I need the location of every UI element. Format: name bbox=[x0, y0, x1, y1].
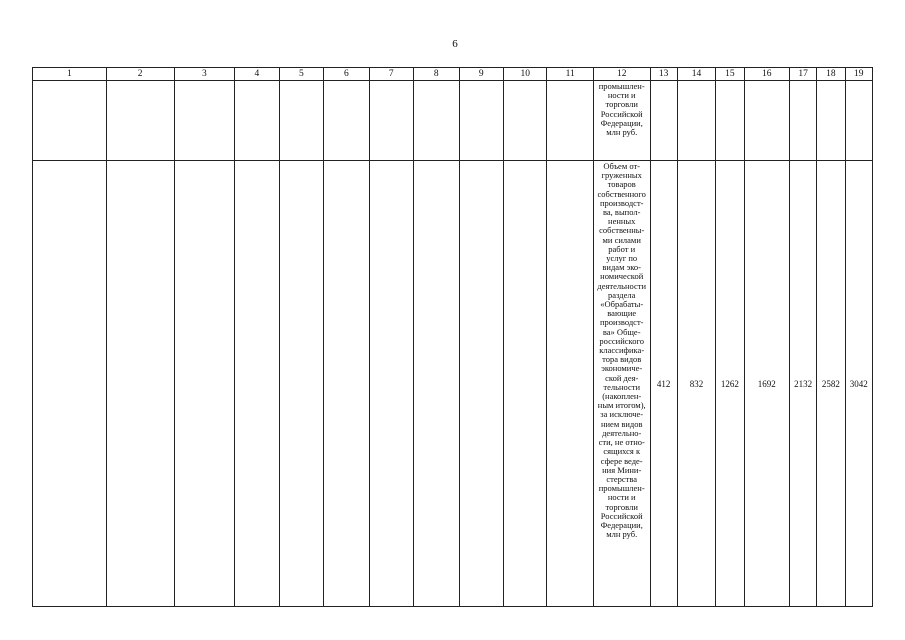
text-line: (накоплен- bbox=[602, 391, 642, 402]
text-line: ва, выпол- bbox=[603, 207, 641, 218]
column-header-7: 7 bbox=[369, 68, 413, 81]
table-cell bbox=[547, 81, 593, 161]
text-line: промышлен- bbox=[598, 81, 645, 91]
text-line: сти, не отно- bbox=[598, 437, 645, 448]
text-line: услуг по bbox=[606, 253, 638, 264]
value-cell-17: 2132 bbox=[789, 161, 816, 607]
text-line: ненных bbox=[608, 216, 636, 227]
text-line: ным итогом), bbox=[597, 400, 646, 411]
text-line: ности и bbox=[607, 492, 636, 503]
text-line: товаров bbox=[607, 179, 636, 190]
table-cell bbox=[716, 81, 744, 161]
table-cell bbox=[33, 81, 107, 161]
text-line: номической bbox=[600, 271, 644, 282]
table-cell bbox=[459, 81, 503, 161]
column-header-16: 16 bbox=[744, 68, 789, 81]
column-header-2: 2 bbox=[106, 68, 174, 81]
text-line: российского bbox=[599, 335, 645, 346]
text-line: раздела bbox=[608, 289, 636, 300]
text-line: ности и bbox=[607, 90, 636, 101]
table-cell bbox=[174, 161, 235, 607]
column-header-15: 15 bbox=[716, 68, 744, 81]
header-row bbox=[33, 68, 873, 81]
value-cell-19: 3042 bbox=[845, 161, 872, 607]
value-cell-13: 412 bbox=[650, 161, 677, 607]
text-line: экономиче- bbox=[601, 363, 643, 374]
column-header-17: 17 bbox=[789, 68, 816, 81]
table-cell bbox=[106, 161, 174, 607]
text-line: Федерации, bbox=[600, 117, 643, 128]
column-header-11: 11 bbox=[547, 68, 593, 81]
text-line: Федерации, bbox=[600, 519, 643, 530]
page-number: 6 bbox=[452, 38, 458, 50]
table-cell bbox=[789, 81, 816, 161]
table-cell bbox=[235, 161, 279, 607]
text-line: работ и bbox=[608, 243, 636, 254]
text-line: классифика- bbox=[599, 345, 645, 356]
column-header-3: 3 bbox=[174, 68, 235, 81]
indicator-name-cell bbox=[593, 81, 650, 161]
column-header-14: 14 bbox=[677, 68, 715, 81]
table-cell bbox=[324, 81, 369, 161]
table-cell bbox=[503, 81, 546, 161]
text-line: стерства bbox=[606, 473, 638, 484]
text-line: торговли bbox=[605, 99, 638, 110]
table-cell bbox=[369, 161, 413, 607]
text-line: за исключе- bbox=[600, 409, 644, 420]
value-cell-16: 1692 bbox=[744, 161, 789, 607]
text-line: собственны- bbox=[599, 225, 645, 236]
value-cell-14: 832 bbox=[677, 161, 715, 607]
text-line: млн руб. bbox=[606, 529, 638, 540]
column-header-6: 6 bbox=[324, 68, 369, 81]
column-header-8: 8 bbox=[414, 68, 459, 81]
table-cell bbox=[279, 81, 323, 161]
table-cell bbox=[547, 161, 593, 607]
table-cell bbox=[174, 81, 235, 161]
table-cell bbox=[324, 161, 369, 607]
value-cell-18: 2582 bbox=[817, 161, 845, 607]
text-line: млн руб. bbox=[606, 127, 638, 138]
text-line: Российской bbox=[600, 510, 643, 521]
table-cell bbox=[744, 81, 789, 161]
text-line: собственного bbox=[597, 188, 646, 199]
table-cell bbox=[235, 81, 279, 161]
data-table bbox=[32, 67, 873, 607]
table-cell bbox=[459, 161, 503, 607]
text-line: груженных bbox=[601, 170, 642, 181]
table-row bbox=[33, 161, 873, 607]
text-line: ми силами bbox=[602, 234, 641, 245]
table-cell bbox=[845, 81, 872, 161]
table-row bbox=[33, 81, 873, 161]
table-cell bbox=[106, 81, 174, 161]
column-header-9: 9 bbox=[459, 68, 503, 81]
text-line: сящихся к bbox=[603, 446, 641, 457]
text-line: «Обрабаты- bbox=[600, 299, 644, 310]
text-line: вающие bbox=[607, 308, 637, 319]
text-line: торговли bbox=[605, 501, 638, 512]
indicator-name-cell bbox=[593, 161, 650, 607]
text-line: Российской bbox=[600, 108, 643, 119]
column-header-1: 1 bbox=[33, 68, 107, 81]
column-header-19: 19 bbox=[845, 68, 872, 81]
table-cell bbox=[817, 81, 845, 161]
text-line: промышлен- bbox=[598, 483, 645, 494]
column-header-18: 18 bbox=[817, 68, 845, 81]
text-line: нием видов bbox=[600, 418, 643, 429]
text-line: ния Мини- bbox=[602, 464, 642, 475]
column-header-4: 4 bbox=[235, 68, 279, 81]
column-header-10: 10 bbox=[503, 68, 546, 81]
table-cell bbox=[677, 81, 715, 161]
column-header-5: 5 bbox=[279, 68, 323, 81]
column-header-13: 13 bbox=[650, 68, 677, 81]
text-line: производст- bbox=[599, 317, 644, 328]
text-line: производст- bbox=[599, 197, 644, 208]
table-cell bbox=[414, 161, 459, 607]
table-cell bbox=[33, 161, 107, 607]
value-cell-15: 1262 bbox=[716, 161, 744, 607]
table-cell bbox=[414, 81, 459, 161]
text-line: видам эко- bbox=[602, 262, 642, 273]
table-cell bbox=[650, 81, 677, 161]
text-line: ской дея- bbox=[605, 372, 639, 383]
text-line: сфере веде- bbox=[600, 455, 643, 466]
indicator-name-text bbox=[594, 161, 650, 539]
table-cell bbox=[503, 161, 546, 607]
table-cell bbox=[369, 81, 413, 161]
column-header-12: 12 bbox=[593, 68, 650, 81]
text-line: деятельности bbox=[597, 280, 647, 291]
text-line: тора видов bbox=[602, 354, 642, 365]
text-line: ва» Обще- bbox=[602, 326, 641, 337]
text-line: Объем от- bbox=[603, 161, 641, 171]
text-line: деятельно- bbox=[602, 427, 642, 438]
table-cell bbox=[279, 161, 323, 607]
indicator-name-text bbox=[594, 81, 650, 137]
text-line: тельности bbox=[603, 381, 641, 392]
